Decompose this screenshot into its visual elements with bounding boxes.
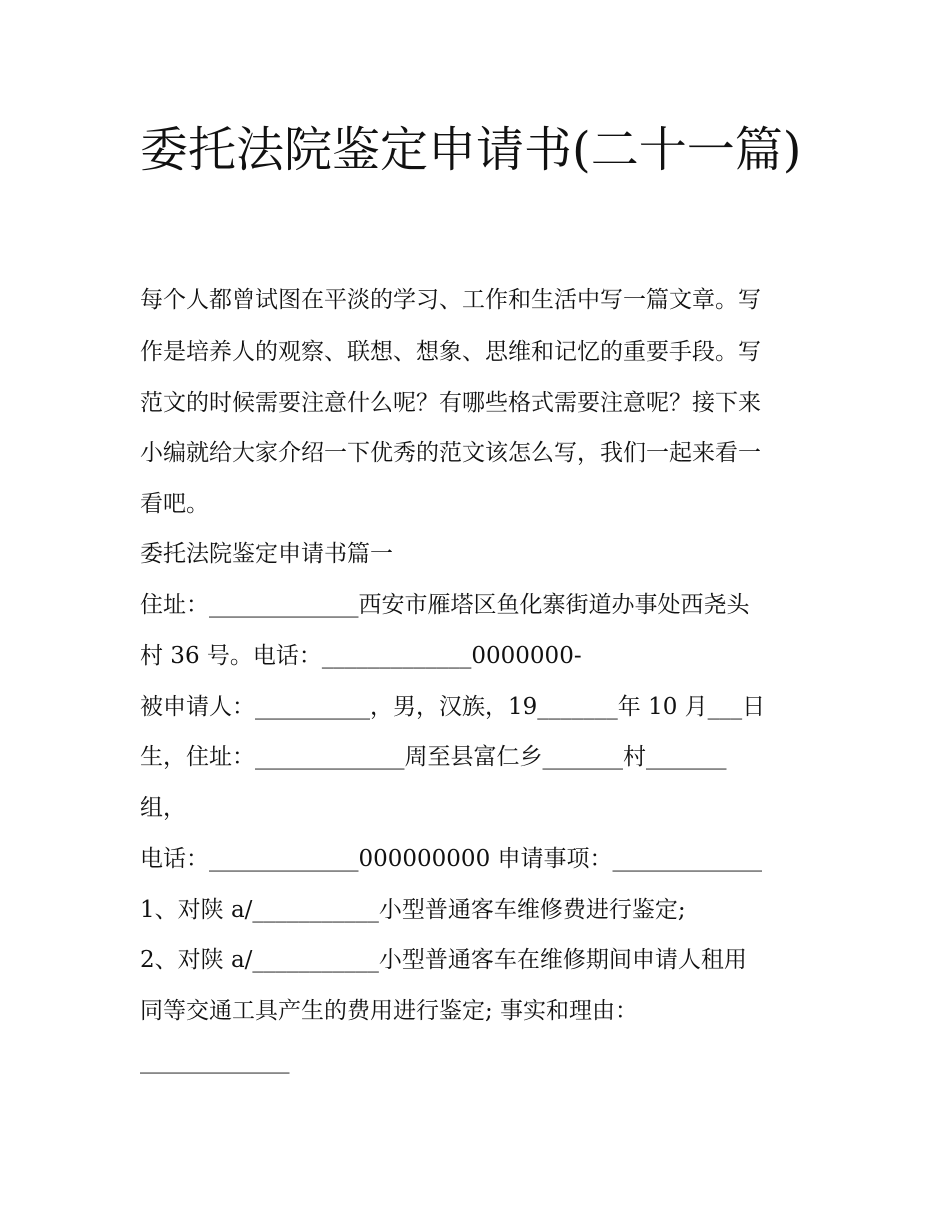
body-line-5: 组， [140,795,186,821]
intro-line-2: 作是培养人的观察、联想、想象、思维和记忆的重要手段。写 [140,339,761,365]
body-line-4: 生，住址：_____________周至县富仁乡_______村_______ [140,744,727,770]
section-heading: 委托法院鉴定申请书篇一 [140,541,393,567]
intro-line-1: 每个人都曾试图在平淡的学习、工作和生活中写一篇文章。写 [140,287,761,313]
body-line-10: _____________ [140,1048,290,1074]
body-line-6: 电话：_____________000000000 申请事项：_____________ [140,846,763,872]
body-line-7: 1、对陕 a/___________小型普通客车维修费进行鉴定; [140,897,686,923]
intro-line-3: 范文的时候需要注意什么呢？有哪些格式需要注意呢？接下来 [140,390,761,416]
intro-line-5: 看吧。 [140,491,209,517]
document-title: 委托法院鉴定申请书(二十一篇) [140,122,802,178]
body-line-3: 被申请人：__________，男，汉族，19_______年 10 月___日 [140,694,766,720]
body-line-8: 2、对陕 a/___________小型普通客车在维修期间申请人租用 [140,947,747,973]
body-line-1: 住址：_____________西安市雁塔区鱼化寨街道办事处西尧头 [140,592,750,618]
body-line-2: 村 36 号。电话：_____________0000000- [140,643,582,669]
intro-line-4: 小编就给大家介绍一下优秀的范文该怎么写，我们一起来看一 [140,440,761,466]
body-line-9: 同等交通工具产生的费用进行鉴定; 事实和理由： [140,998,639,1024]
